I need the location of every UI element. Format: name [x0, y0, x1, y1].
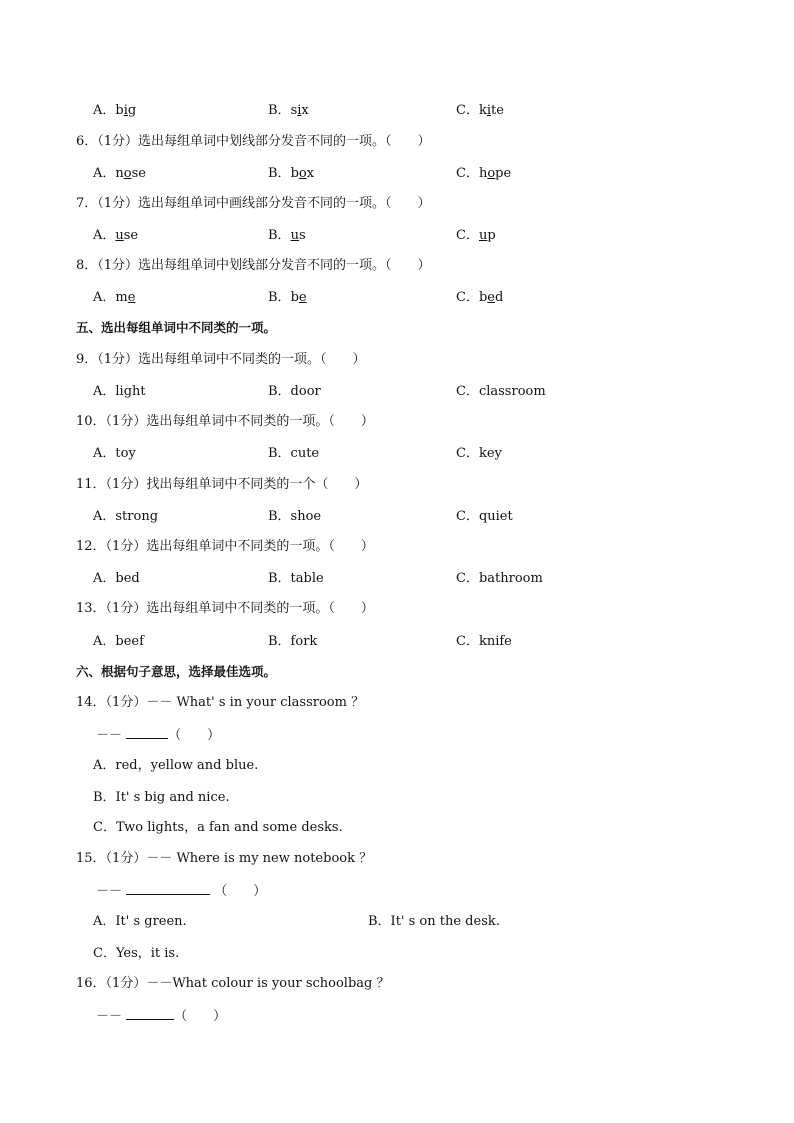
- q9-option-a[interactable]: A．light: [93, 384, 146, 399]
- q9-option-c[interactable]: C．classroom: [456, 384, 546, 399]
- q15-option-a[interactable]: A．It' s green.: [93, 914, 187, 929]
- q13-option-c[interactable]: C．knife: [456, 634, 512, 649]
- q8-stem: 8．（1分）选出每组单词中划线部分发音不同的一项。（ ）: [76, 258, 431, 273]
- q14-option-b[interactable]: B．It' s big and nice.: [93, 790, 230, 805]
- q13-option-a[interactable]: A．beef: [93, 634, 144, 649]
- q12-option-a[interactable]: A．bed: [93, 571, 140, 586]
- q9-option-b[interactable]: B．door: [268, 384, 321, 399]
- q6-option-a[interactable]: A．nose: [93, 166, 146, 181]
- q9-stem: 9．（1分）选出每组单词中不同类的一项。（ ）: [76, 352, 366, 367]
- q10-option-b[interactable]: B．cute: [268, 446, 320, 461]
- q11-option-c[interactable]: C．quiet: [456, 509, 513, 524]
- q11-option-a[interactable]: A．strong: [93, 509, 159, 524]
- q15-stem: 15．（1分）－－ Where is my new notebook ？: [76, 851, 373, 866]
- q5-option-b[interactable]: B．six: [268, 103, 309, 118]
- q14-option-a[interactable]: A．red，yellow and blue.: [93, 758, 259, 773]
- q15-answer-line: －－ （ ）: [96, 884, 267, 899]
- q7-option-c[interactable]: C．up: [456, 228, 496, 243]
- q5-option-a[interactable]: A．big: [93, 103, 137, 118]
- q8-option-a[interactable]: A．me: [93, 290, 136, 305]
- q6-option-c[interactable]: C．hope: [456, 166, 512, 181]
- section-5-heading: 五、选出每组单词中不同类的一项。: [76, 320, 277, 335]
- q16-answer-line: －－ （ ）: [96, 1009, 227, 1024]
- q12-option-c[interactable]: C．bathroom: [456, 571, 543, 586]
- q11-option-b[interactable]: B．shoe: [268, 509, 322, 524]
- q7-option-a[interactable]: A．use: [93, 228, 139, 243]
- q12-option-b[interactable]: B．table: [268, 571, 324, 586]
- q7-option-b[interactable]: B．us: [268, 228, 306, 243]
- q7-stem: 7．（1分）选出每组单词中画线部分发音不同的一项。（ ）: [76, 196, 431, 211]
- q10-option-c[interactable]: C．key: [456, 446, 502, 461]
- q14-answer-line: －－ （ ）: [96, 728, 221, 743]
- q14-stem: 14．（1分）－－ What' s in your classroom ？: [76, 695, 365, 710]
- q13-option-b[interactable]: B．fork: [268, 634, 318, 649]
- q10-option-a[interactable]: A．toy: [93, 446, 136, 461]
- q14-answer-blank[interactable]: [126, 726, 168, 739]
- q10-stem: 10．（1分）选出每组单词中不同类的一项。（ ）: [76, 414, 374, 429]
- q15-option-b[interactable]: B．It' s on the desk.: [368, 914, 500, 929]
- q16-stem: 16．（1分）－－What colour is your schoolbag ？: [76, 976, 390, 991]
- q14-option-c[interactable]: C．Two lights，a fan and some desks.: [93, 820, 343, 835]
- q8-option-b[interactable]: B．be: [268, 290, 307, 305]
- q15-option-c[interactable]: C．Yes，it is.: [93, 946, 180, 961]
- section-6-heading: 六、根据句子意思，选择最佳选项。: [76, 664, 277, 679]
- q12-stem: 12．（1分）选出每组单词中不同类的一项。（ ）: [76, 539, 374, 554]
- q6-stem: 6．（1分）选出每组单词中划线部分发音不同的一项。（ ）: [76, 134, 431, 149]
- q15-answer-blank[interactable]: [126, 882, 210, 895]
- q6-option-b[interactable]: B．box: [268, 166, 315, 181]
- q16-answer-blank[interactable]: [126, 1007, 174, 1020]
- q11-stem: 11．（1分）找出每组单词中不同类的一个（ ）: [76, 477, 368, 492]
- q13-stem: 13．（1分）选出每组单词中不同类的一项。（ ）: [76, 601, 374, 616]
- q8-option-c[interactable]: C．bed: [456, 290, 504, 305]
- q5-option-c[interactable]: C．kite: [456, 103, 504, 118]
